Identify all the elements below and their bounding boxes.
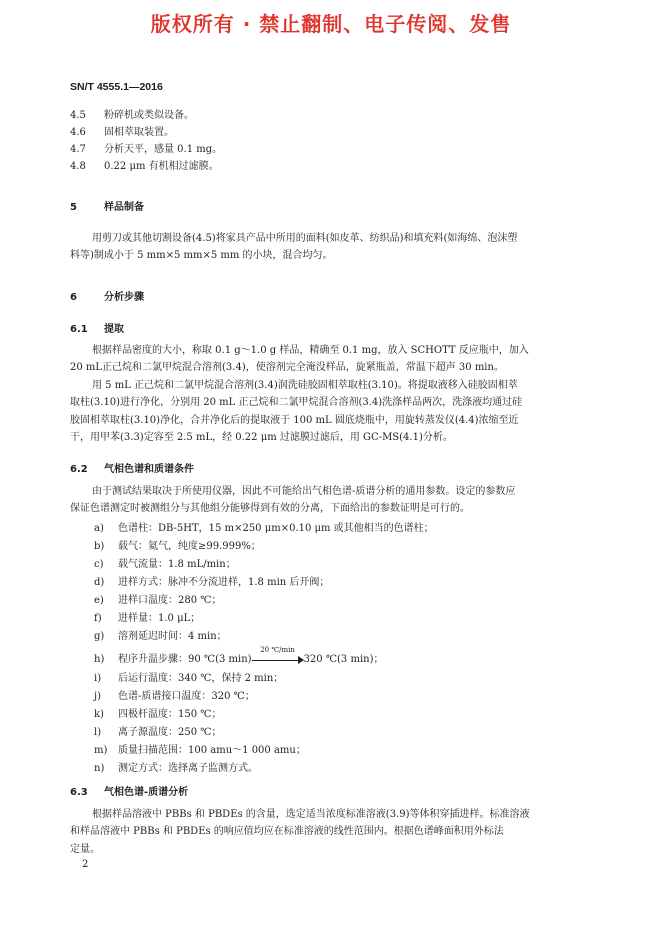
para-line: 用剪刀或其他切割设备(4.5)将家具产品中所用的面料(如皮革、纺织品)和填充料(如海绵、泡沫塑 (92, 233, 518, 244)
para-line: 料等)制成小于 5 mm×5 mm×5 mm 的小块，混合均匀。 (70, 250, 333, 262)
para-line: 由于测试结果取决于所使用仪器，因此不可能给出气相色谱-质谱分析的通用参数。设定的参数应 (92, 486, 516, 497)
para-line: 干，用甲苯(3.3)定容至 2.5 mL，经 0.22 μm 过滤膜过滤后，用 GC-MS(4.1)分析。 (70, 431, 453, 443)
apparatus-item: 4.6 固相萃取装置。 (70, 127, 174, 138)
condition-item: e) 进样口温度：280 ℃； (94, 595, 222, 606)
section-heading-5: 5 样品制备 (70, 202, 144, 213)
section-6-1-paragraph-1 (70, 342, 620, 377)
section-6-3-paragraph (70, 806, 620, 858)
para-line: 20 mL正己烷和二氯甲烷混合溶剂(3.4)，使溶剂完全淹没样品，旋紧瓶盖，常温下超声 30 min。 (70, 362, 504, 374)
condition-item: i) 后运行温度：340 ℃，保持 2 min； (94, 673, 284, 684)
reaction-arrow (252, 645, 304, 665)
para-line: 保证色谱测定时被测组分与其他组分能够得到有效的分离，下面给出的参数证明是可行的。 (70, 503, 470, 515)
condition-item: m) 质量扫描范围：100 amu～1 000 amu； (94, 745, 306, 756)
condition-item: d) 进样方式：脉冲不分流进样，1.8 min 后开阀； (94, 577, 330, 588)
para-line: 根据样品溶液中 PBBs 和 PBDEs 的含量，选定适当浓度标准溶液(3.9)等体积穿插进样。标准溶液 (92, 809, 530, 820)
apparatus-item: 4.7 分析天平，感量 0.1 mg。 (70, 144, 223, 155)
condition-item: k) 四极杆温度：150 ℃； (94, 709, 222, 720)
section-heading-6-3: 6.3 气相色谱-质谱分析 (70, 787, 189, 798)
section-heading-6: 6 分析步骤 (70, 292, 144, 303)
condition-item: f) 进样量：1.0 μL； (94, 613, 201, 624)
para-line: 胶固相萃取柱(3.10)净化，合并净化后的提取液于 100 mL 圆底烧瓶中，用旋转蒸发仪(4.4)浓缩至近 (70, 414, 519, 426)
apparatus-item: 4.5 粉碎机或类似设备。 (70, 110, 194, 121)
section-6-2-intro (70, 483, 620, 518)
ramp-rate: 20 ℃/min (260, 645, 295, 654)
condition-item: j) 色谱-质谱接口温度：320 ℃； (94, 691, 255, 702)
condition-item: g) 溶剂延迟时间：4 min； (94, 631, 227, 642)
condition-item: b) 载气：氦气，纯度≥99.999%； (94, 541, 261, 552)
page-number: 2 (82, 859, 89, 870)
apparatus-item: 4.8 0.22 μm 有机相过滤膜。 (70, 161, 219, 172)
section-heading-6-2: 6.2 气相色谱和质谱条件 (70, 464, 194, 475)
section-heading-6-1: 6.1 提取 (70, 324, 124, 335)
standard-number: SN/T 4555.1—2016 (70, 81, 163, 93)
section-5-paragraph (70, 230, 620, 265)
section-6-1-paragraph-2 (70, 377, 620, 446)
condition-item: a) 色谱柱：DB-5HT，15 m×250 μm×0.10 μm 或其他相当的色谱柱； (94, 523, 434, 534)
watermark-banner: 版权所有 · 禁止翻制、电子传阅、发售 (150, 12, 512, 36)
para-line: 取柱(3.10)进行净化，分别用 20 mL 正己烷和二氯甲烷混合溶剂(3.4)洗涤样品两次，洗涤液均通过硅 (70, 397, 523, 409)
condition-item-temperature-program: h) 程序升温步骤：90 ℃(3 min) 20 ℃/min 320 ℃(3 min)； (94, 645, 384, 665)
para-line: 根据样品密度的大小，称取 0.1 g～1.0 g 样品，精确至 0.1 mg，放入 SCHOTT 反应瓶中，加入 (92, 345, 529, 356)
para-line: 用 5 mL 正己烷和二氯甲烷混合溶剂(3.4)润洗硅胶固相萃取柱(3.10)。将提取液移入硅胶固相萃 (92, 380, 518, 391)
condition-item: l) 离子源温度：250 ℃； (94, 727, 222, 738)
condition-item: c) 载气流量：1.8 mL/min； (94, 559, 236, 570)
para-line: 定量。 (70, 843, 100, 855)
condition-item: n) 测定方式：选择离子监测方式。 (94, 763, 258, 774)
para-line: 和样品溶液中 PBBs 和 PBDEs 的响应值均应在标准溶液的线性范围内。根据色谱峰面积用外标法 (70, 826, 504, 838)
